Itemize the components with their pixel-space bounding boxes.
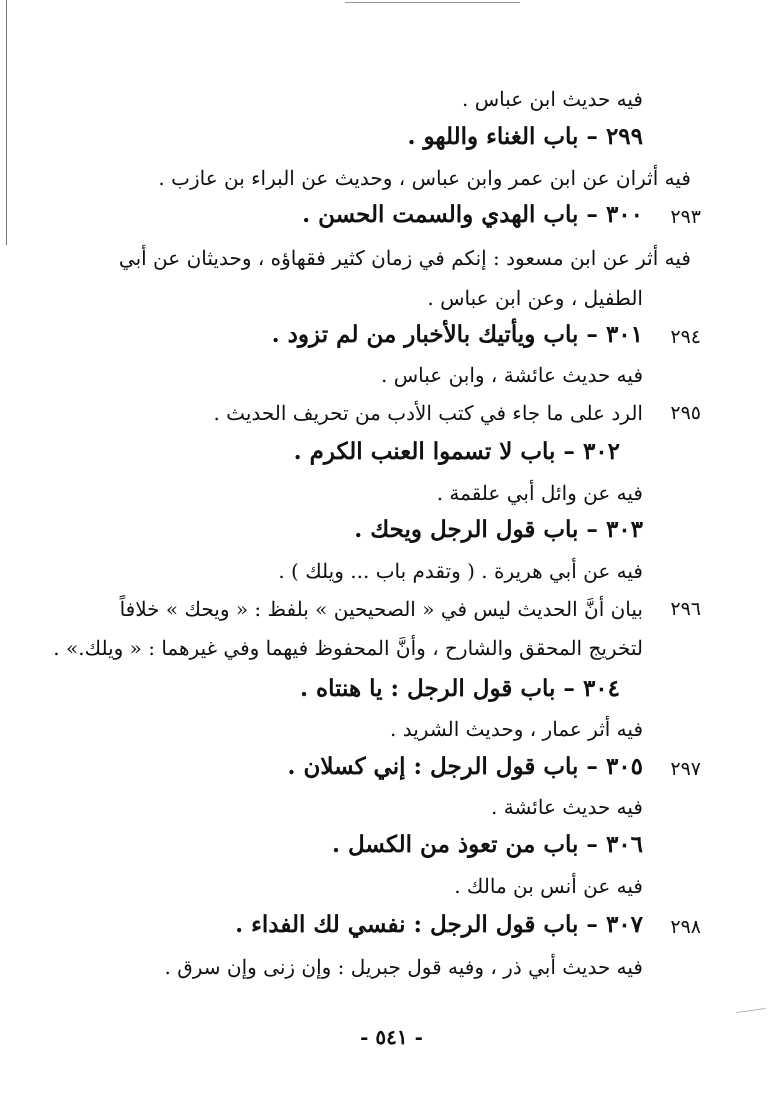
text-line: فيه عن وائل أبي علقمة . bbox=[436, 481, 643, 505]
chapter-heading: ٣٠٦ – باب من تعوذ من الكسل . bbox=[332, 831, 643, 858]
margin-number: ٢٩٣ bbox=[670, 206, 701, 228]
text-line: الطفيل ، وعن ابن عباس . bbox=[427, 286, 643, 310]
margin-number: ٢٩٦ bbox=[670, 598, 701, 620]
scan-mark bbox=[736, 1008, 766, 1013]
text-line: لتخريج المحقق والشارح ، وأنَّ المحفوظ فيهما وفي غيرهما : « ويلك.» . bbox=[53, 636, 643, 660]
margin-number: ٢٩٨ bbox=[670, 916, 701, 938]
scan-edge-top bbox=[345, 2, 520, 3]
chapter-heading: ٣٠٤ – باب قول الرجل : يا هنتاه . bbox=[300, 675, 620, 702]
chapter-heading: ٣٠٣ – باب قول الرجل ويحك . bbox=[354, 516, 643, 543]
text-line: الرد على ما جاء في كتب الأدب من تحريف الحديث . bbox=[213, 401, 643, 425]
text-line: فيه حديث ابن عباس . bbox=[462, 87, 643, 111]
margin-number: ٢٩٤ bbox=[670, 326, 701, 348]
margin-number: ٢٩٥ bbox=[670, 402, 701, 424]
chapter-heading: ٢٩٩ – باب الغناء واللهو . bbox=[407, 123, 643, 150]
text-line: فيه أثران عن ابن عمر وابن عباس ، وحديث عن البراء بن عازب . bbox=[158, 166, 691, 190]
text-line: فيه عن أنس بن مالك . bbox=[454, 874, 643, 898]
text-line: فيه عن أبي هريرة . ( وتقدم باب ... ويلك ) . bbox=[278, 559, 643, 583]
page-number: - ٥٤١ - bbox=[360, 1025, 423, 1049]
text-line: بيان أنَّ الحديث ليس في « الصحيحين » بلفظ : « ويحك » خلافاً bbox=[119, 597, 643, 621]
chapter-heading: ٣٠٠ – باب الهدي والسمت الحسن . bbox=[302, 201, 643, 228]
margin-number: ٢٩٧ bbox=[670, 758, 701, 780]
text-line: فيه أثر عمار ، وحديث الشريد . bbox=[390, 717, 643, 741]
chapter-heading: ٣٠٧ – باب قول الرجل : نفسي لك الفداء . bbox=[235, 911, 643, 938]
chapter-heading: ٣٠١ – باب ويأتيك بالأخبار من لم تزود . bbox=[271, 321, 643, 348]
chapter-heading: ٣٠٥ – باب قول الرجل : إني كسلان . bbox=[287, 753, 643, 780]
chapter-heading: ٣٠٢ – باب لا تسموا العنب الكرم . bbox=[293, 438, 620, 465]
text-line: فيه حديث عائشة ، وابن عباس . bbox=[381, 363, 643, 387]
text-line: فيه حديث عائشة . bbox=[491, 795, 643, 819]
text-line: فيه حديث أبي ذر ، وفيه قول جبريل : وإن زنى وإن سرق . bbox=[164, 955, 643, 979]
text-line: فيه أثر عن ابن مسعود : إنكم في زمان كثير فقهاؤه ، وحديثان عن أبي bbox=[118, 246, 691, 270]
scan-edge-left bbox=[6, 0, 7, 245]
